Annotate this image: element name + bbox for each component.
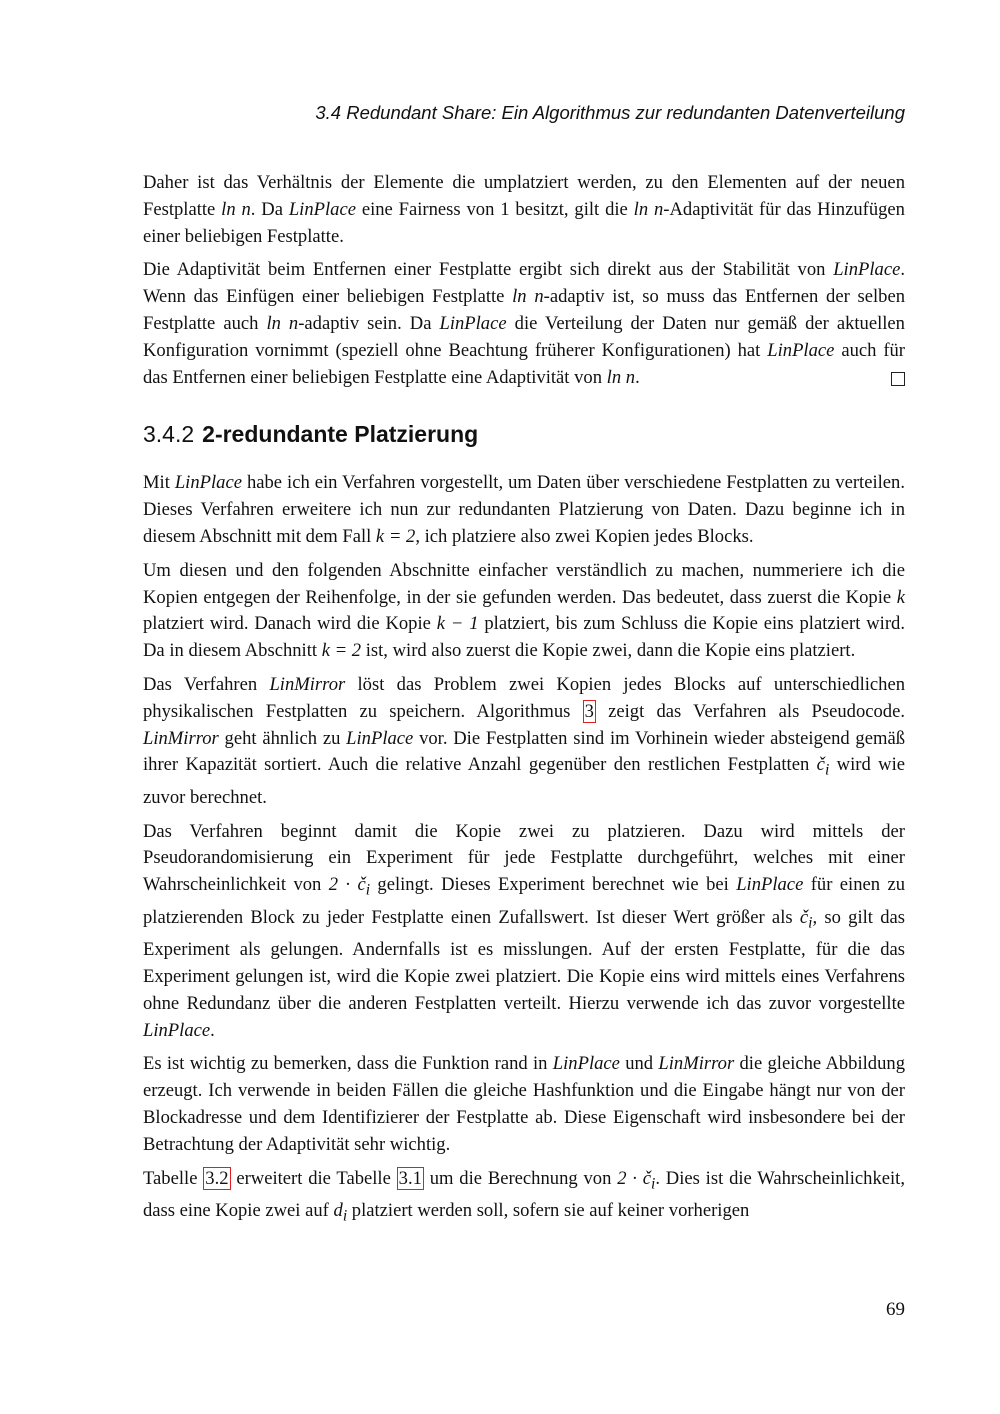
algorithm-name: LinPlace xyxy=(346,727,414,749)
math-inline: ln n xyxy=(633,198,664,220)
math-inline: $2 \cdot č_i$ xyxy=(328,874,371,899)
algorithm-name: LinPlace xyxy=(767,339,835,361)
math-inline: $č_i$ xyxy=(799,906,813,932)
paragraph-4: Um diesen und den folgenden Abschnitte einfacher verständlich zu machen, nummeriere ich die Kopien entgegen der Reihenfolge, in der sie gefunden werden. Das bedeutet, dass zuerst die Kopie k platziert wird. Danach wird die Kopie k − 1 platziert, bis zum Schluss die Kopie eins platziert wird. Da in diesem Abschnitt k = 2 ist, wird also zuerst die Kopie zwei, dann die Kopie eins platziert. xyxy=(143,559,905,662)
math-inline: k − 1 xyxy=(436,613,479,635)
paragraph-5: Das Verfahren LinMirror löst das Problem zwei Kopien jedes Blocks auf unterschiedlichen physikalischen Festplatten zu speichern. Algorithmus 3 zeigt das Verfahren als Pseudocode. LinMirror geht ähnlich zu LinPlace vor. Die Festplatten sind im Vorhinein wieder absteigend gemäß ihrer Kapazität sortiert. Auch die relative Anzahl gegenüber den restlichen Festplatten $č_i$ wird wie zuvor berechnet. xyxy=(143,673,905,808)
table-reference-link[interactable]: 3.2 xyxy=(205,1167,229,1189)
paragraph-2: Die Adaptivität beim Entfernen einer Festplatte ergibt sich direkt aus der Stabilität von LinPlace. Wenn das Einfügen einer beliebigen Festplatte ln n-adaptiv ist, so muss das Entfernen der selben Festplatte auch ln n-adaptiv sein. Da LinPlace die Verteilung der Daten nur gemäß der aktuellen Konfiguration vornimmt (speziell ohne Beachtung früherer Konfigurationen) hat LinPlace auch für das Entfernen einer beliebigen Festplatte eine Adaptivität von ln n. xyxy=(143,259,906,388)
table-reference-link[interactable]: 3.1 xyxy=(398,1167,422,1189)
math-inline: ln n xyxy=(606,366,636,388)
math-inline: k xyxy=(896,586,905,608)
algorithm-name: LinPlace xyxy=(143,1019,211,1041)
paragraph-6: Das Verfahren beginnt damit die Kopie zwei zu platzieren. Dazu wird mittels der Pseudorandomisierung ein Experiment für jede Festplatte durchgeführt, welches mit einer Wahrscheinlichkeit von $2 \cdot č_i$ gelingt. Dieses Experiment berechnet wie bei LinPlace für einen zu platzierenden Block zu jeder Festplatte einen Zufallswert. Ist dieser Wert größer als $č_i$, so gilt das Experiment als gelungen. Andernfalls ist es misslungen. Auf der ersten Festplatte, für die das Experiment gelungen ist, wird die Kopie zwei platziert. Die Kopie eins wird mittels eines Verfahrens ohne Redundanz über die anderen Festplatten verteilt. Hierzu verwende ich das zuvor vorgestellte LinPlace. xyxy=(143,820,905,1041)
algorithm-name: LinPlace xyxy=(174,472,242,494)
paragraph-3: Mit LinPlace habe ich ein Verfahren vorgestellt, um Daten über verschiedene Festplatten zu verteilen. Dieses Verfahren erweitere ich nun zur redundanten Platzierung von Daten. Dazu beginne ich in diesem Abschnitt mit dem Fall k = 2, ich platziere also zwei Kopien jedes Blocks. xyxy=(143,472,905,547)
page-body xyxy=(143,170,905,1238)
math-inline: $d_i$ xyxy=(333,1200,348,1225)
section-heading xyxy=(143,421,905,448)
page-number: 69 xyxy=(886,1299,905,1320)
algorithm-name: LinPlace xyxy=(833,259,901,281)
algorithm-name: LinMirror xyxy=(143,727,219,749)
math-inline: k = 2 xyxy=(321,640,362,662)
algorithm-name: LinMirror xyxy=(658,1053,735,1075)
paragraph-1: Daher ist das Verhältnis der Elemente die umplatziert werden, zu den Elementen auf der neuen Festplatte ln n. Da LinPlace eine Fairness von 1 besitzt, gilt die ln n-Adaptivität für das Hinzufügen einer beliebigen Festplatte. xyxy=(143,172,905,247)
math-inline: ln n xyxy=(512,286,544,308)
qed-square-icon xyxy=(891,372,905,386)
running-header: 3.4 Redundant Share: Ein Algorithmus zur redundanten Datenverteilung xyxy=(315,102,905,123)
paragraph-8: Tabelle 3.2 erweitert die Tabelle 3.1 um die Berechnung von $2 \cdot č_i$. Dies ist die Wahrscheinlichkeit, dass eine Kopie zwei auf $d_i$ platziert werden soll, sofern sie auf keiner vorherigen xyxy=(143,1167,905,1225)
section-number: 3.4.2 xyxy=(143,421,195,448)
paragraph-7: Es ist wichtig zu bemerken, dass die Funktion rand in LinPlace und LinMirror die gleiche Abbildung erzeugt. Ich verwende in beiden Fällen die gleiche Hashfunktion und die Eingabe hängt nur von der Blockadresse und dem Identifizierer der Festplatte ab. Diese Eigenschaft wird insbesondere bei der Betrachtung der Adaptivität sehr wichtig. xyxy=(143,1053,905,1155)
math-inline: k = 2 xyxy=(375,525,416,547)
math-inline: ln n xyxy=(221,198,251,220)
math-inline: $2 \cdot č_i$ xyxy=(617,1167,656,1193)
algorithm-name: LinPlace xyxy=(736,874,804,896)
algorithm-name: LinPlace xyxy=(552,1053,620,1075)
algorithm-reference-link[interactable]: 3 xyxy=(584,700,594,722)
math-inline: ln n xyxy=(266,312,299,334)
section-title: 2-redundante Platzierung xyxy=(202,421,479,448)
algorithm-name: LinPlace xyxy=(288,198,356,220)
algorithm-name: LinPlace xyxy=(439,312,507,334)
algorithm-name: LinMirror xyxy=(269,673,346,695)
math-inline: $č_i$ xyxy=(816,754,830,780)
